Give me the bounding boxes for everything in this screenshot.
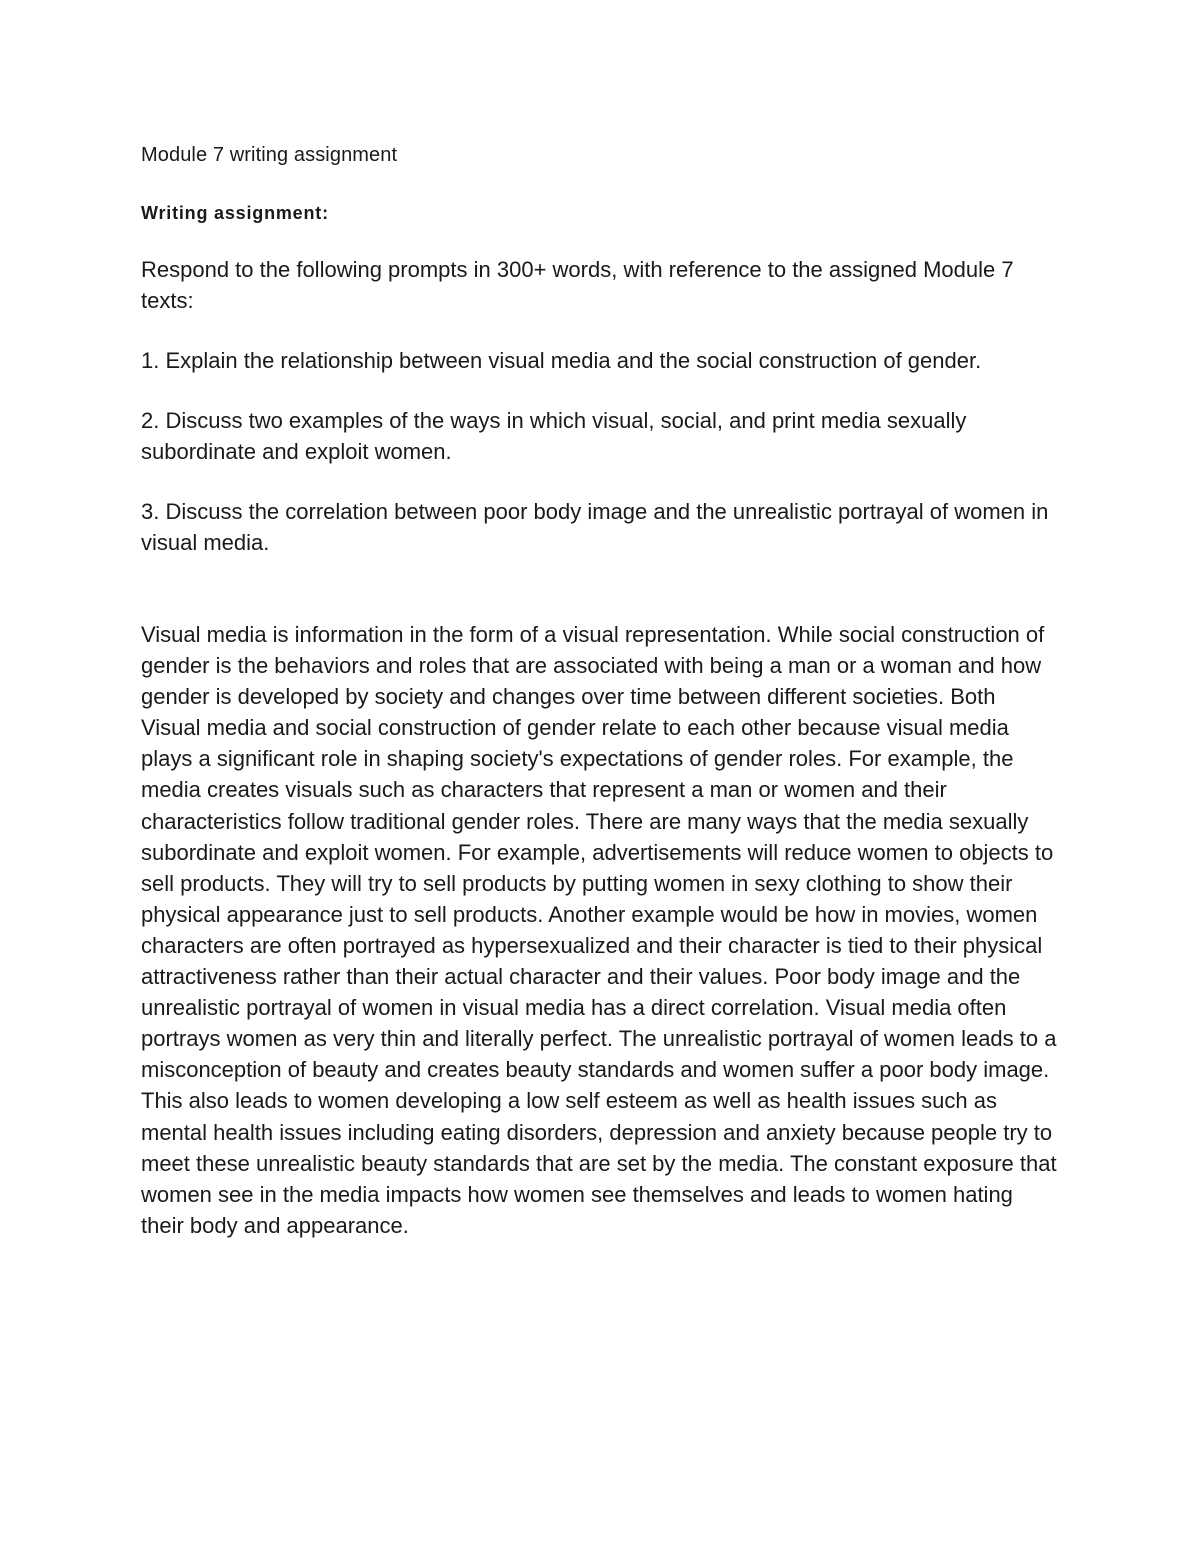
document-title: Module 7 writing assignment [141, 144, 398, 166]
prompt-list [141, 345, 1061, 558]
instructions-paragraph: Respond to the following prompts in 300+ words, with reference to the assigned Module 7 texts: [141, 257, 1014, 313]
prompt-item: 2. Discuss two examples of the ways in which visual, social, and print media sexually subordinate and exploit women. [141, 408, 967, 464]
response-paragraph: Visual media is information in the form of a visual representation. While social construction of gender is the behaviors and roles that are associated with being a man or a woman and how gender is developed by society and changes over time between different societies. Both Visual media and social construction of gender relate to each other because visual media plays a significant role in shaping society's expectations of gender roles. For example, the media creates visuals such as characters that represent a man or women and their characteristics follow traditional gender roles. There are many ways that the media sexually subordinate and exploit women. For example, advertisements will reduce women to objects to sell products. They will try to sell products by putting women in sexy clothing to show their physical appearance just to sell products. Another example would be how in movies, women characters are often portrayed as hypersexualized and their character is tied to their physical attractiveness rather than their actual character and their values. Poor body image and the unrealistic portrayal of women in visual media has a direct correlation. Visual media often portrays women as very thin and literally perfect. The unrealistic portrayal of women leads to a misconception of beauty and creates beauty standards and women suffer a poor body image. This also leads to women developing a low self esteem as well as health issues such as mental health issues including eating disorders, depression and anxiety because people try to meet these unrealistic beauty standards that are set by the media. The constant exposure that women see in the media impacts how women see themselves and leads to women hating their body and appearance. [141, 622, 1057, 1238]
prompt-item: 3. Discuss the correlation between poor body image and the unrealistic portrayal of women in visual media. [141, 499, 1049, 555]
section-heading: Writing assignment: [141, 203, 329, 223]
document-page [141, 141, 1061, 1241]
prompt-item: 1. Explain the relationship between visual media and the social construction of gender. [141, 348, 982, 373]
